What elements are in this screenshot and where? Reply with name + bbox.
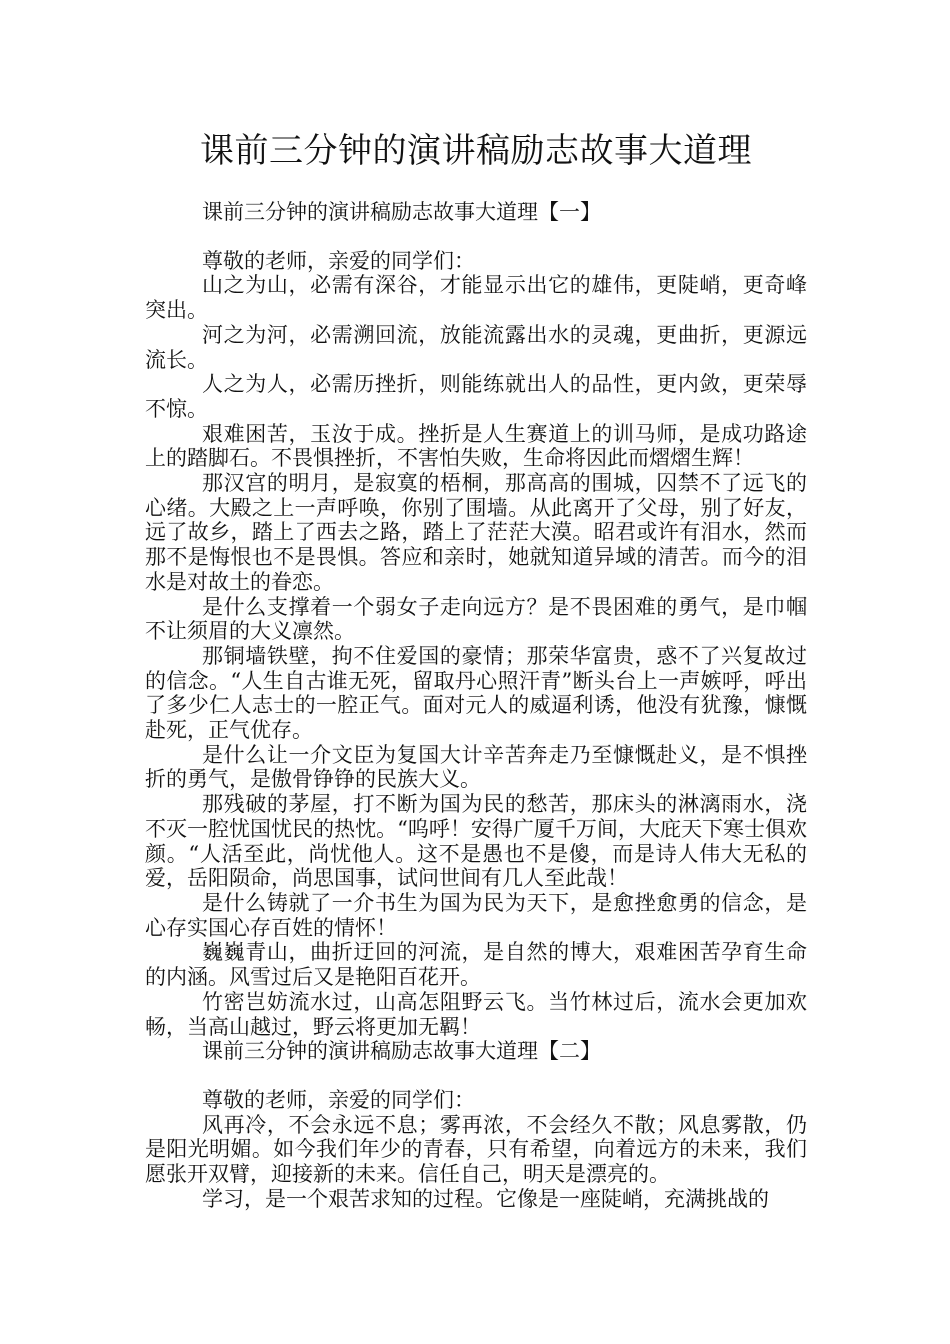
paragraph: 那汉宫的明月，是寂寞的梧桐，那高高的围城，囚禁不了远飞的心绪。大殿之上一声呼唤，你别了围墙。从此离开了父母，别了好友，远了故乡，踏上了西去之路，踏上了茫茫大漠。昭君或许有泪水，然而那不是悔恨也不是畏惧。答应和亲时，她就知道异域的清苦。而今的泪水是对故土的眷恋。 bbox=[145, 471, 807, 594]
paragraph: 河之为河，必需溯回流，放能流露出水的灵魂，更曲折，更源远流长。 bbox=[145, 322, 807, 372]
paragraph: 风再冷，不会永远不息；雾再浓，不会经久不散；风息雾散，仍是阳光明媚。如今我们年少的青春，只有希望，向着远方的未来，我们愿张开双臂，迎接新的未来。信任自己，明天是漂亮的。 bbox=[145, 1112, 807, 1187]
greeting-2: 尊敬的老师，亲爱的同学们： bbox=[202, 1087, 475, 1112]
paragraph: 学习，是一个艰苦求知的过程。它像是一座陡峭，充满挑战的 bbox=[202, 1186, 769, 1211]
section-heading-2: 课前三分钟的演讲稿励志故事大道理【二】 bbox=[202, 1039, 601, 1064]
paragraph: 是什么让一介文臣为复国大计辛苦奔走乃至慷慨赴义，是不惧挫折的勇气，是傲骨铮铮的民族大义。 bbox=[145, 742, 807, 792]
paragraph: 巍巍青山，曲折迂回的河流，是自然的博大，艰难困苦孕育生命的内涵。风雪过后又是艳阳百花开。 bbox=[145, 940, 807, 990]
paragraph: 山之为山，必需有深谷，才能显示出它的雄伟，更陡峭，更奇峰突出。 bbox=[145, 273, 807, 323]
section-2-body bbox=[145, 1113, 807, 1212]
paragraph: 人之为人，必需历挫折，则能练就出人的品性，更内敛，更荣辱不惊。 bbox=[145, 372, 807, 421]
section-1-body bbox=[145, 273, 807, 1039]
paragraph: 艰难困苦，玉汝于成。挫折是人生赛道上的训马师，是成功路途上的踏脚石。不畏惧挫折，不害怕失败，生命将因此而熠熠生辉！ bbox=[145, 421, 807, 471]
paragraph: 是什么铸就了一介书生为国为民为天下，是愈挫愈勇的信念，是心存实国心存百姓的情怀！ bbox=[145, 890, 807, 940]
paragraph: 是什么支撑着一个弱女子走向远方？是不畏困难的勇气，是巾帼不让须眉的大义凛然。 bbox=[145, 594, 807, 644]
paragraph: 竹密岂妨流水过，山高怎阻野云飞。当竹林过后，流水会更加欢畅，当高山越过，野云将更加无羁！ bbox=[145, 989, 807, 1039]
greeting-1: 尊敬的老师，亲爱的同学们： bbox=[202, 248, 475, 273]
document-page bbox=[145, 128, 807, 1211]
section-heading-1: 课前三分钟的演讲稿励志故事大道理【一】 bbox=[202, 200, 601, 224]
document-title: 课前三分钟的演讲稿励志故事大道理 bbox=[200, 131, 752, 171]
paragraph: 那残破的茅屋，打不断为国为民的愁苦，那床头的淋漓雨水，浇不灭一腔忧国忧民的热忱。“呜呼！安得广厦千万间，大庇天下寒士俱欢颜。“人活至此，尚忧他人。这不是愚也不是傻，而是诗人伟大无私的爱，岳阳陨命，尚思国事，试问世间有几人至此哉！ bbox=[145, 792, 807, 891]
paragraph: 那铜墙铁壁，拘不住爱国的豪情；那荣华富贵，惑不了兴复故过的信念。“人生自古谁无死，留取丹心照汗青”断头台上一声嫉呼，呼出了多少仁人志士的一腔正气。面对元人的威逼利诱，他没有犹豫，慷慨赴死，正气优存。 bbox=[145, 643, 807, 743]
